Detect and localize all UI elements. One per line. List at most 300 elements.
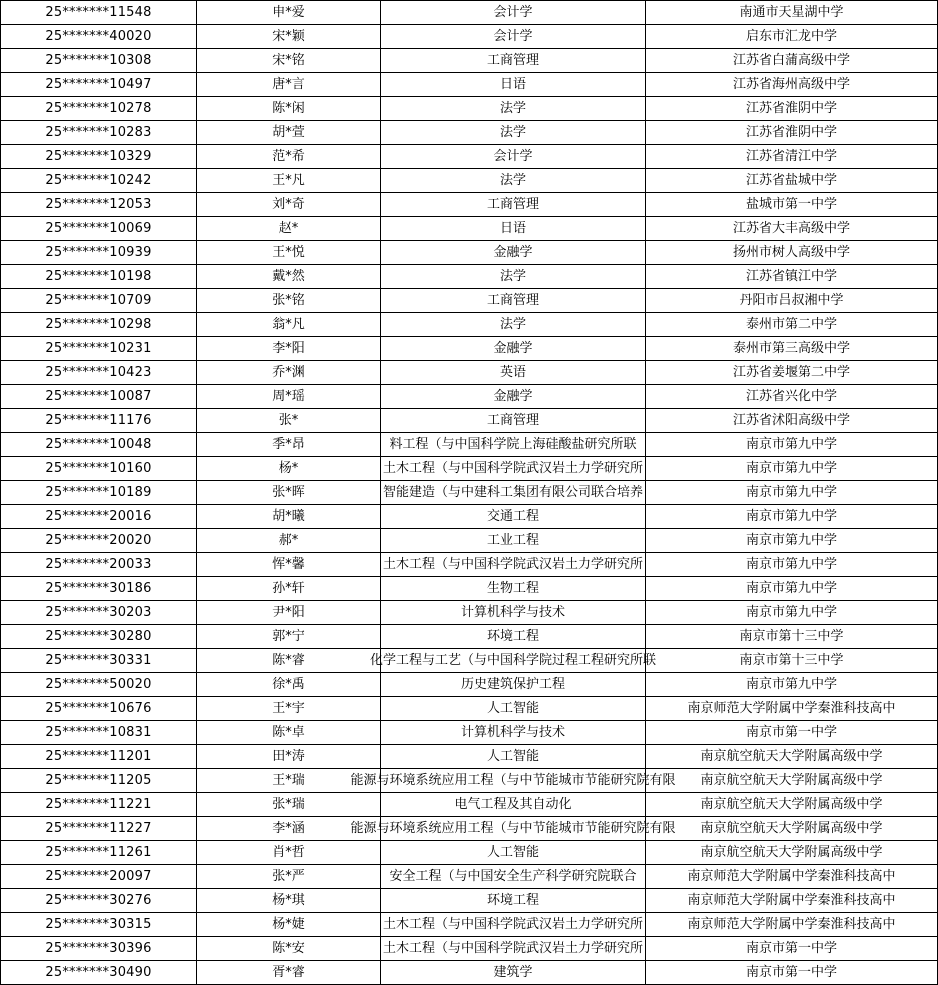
major-cell[interactable]: [381, 481, 646, 505]
major-cell[interactable]: [381, 121, 646, 145]
major-cell[interactable]: [381, 889, 646, 913]
name-text: 胡*萱: [272, 125, 305, 140]
id-cell[interactable]: [1, 865, 197, 889]
id-cell[interactable]: [1, 121, 197, 145]
name-text: 杨*: [278, 461, 299, 476]
name-cell[interactable]: [197, 241, 381, 265]
major-cell[interactable]: [381, 577, 646, 601]
id-cell[interactable]: [1, 889, 197, 913]
id-text: 25*******30396: [45, 941, 152, 956]
id-cell[interactable]: [1, 265, 197, 289]
major-text: 金融学: [493, 389, 533, 404]
school-text: 南京航空航天大学附属高级中学: [700, 749, 883, 764]
table-row: [1, 913, 938, 937]
id-cell[interactable]: [1, 697, 197, 721]
name-text: 孙*轩: [272, 581, 305, 596]
id-text: 25*******10048: [45, 437, 152, 452]
major-text: 金融学: [493, 245, 533, 260]
id-text: 25*******10189: [45, 485, 152, 500]
school-text: 盐城市第一中学: [745, 197, 837, 212]
name-cell[interactable]: [197, 217, 381, 241]
major-text: 能源与环境系统应用工程（与中节能城市节能研究院有限: [350, 773, 676, 788]
name-text: 郝*: [278, 533, 299, 548]
major-cell[interactable]: [381, 601, 646, 625]
id-cell[interactable]: [1, 673, 197, 697]
major-text: 环境工程: [486, 629, 539, 644]
name-cell[interactable]: [197, 721, 381, 745]
id-cell[interactable]: [1, 793, 197, 817]
school-cell[interactable]: [646, 313, 938, 337]
major-text: 英语: [499, 365, 526, 380]
name-cell[interactable]: [197, 169, 381, 193]
school-text: 南通市天星湖中学: [739, 5, 844, 20]
major-cell[interactable]: [381, 145, 646, 169]
major-cell[interactable]: [381, 529, 646, 553]
name-text: 张*: [278, 413, 299, 428]
school-text: 启东市汇龙中学: [745, 29, 837, 44]
name-cell[interactable]: [197, 841, 381, 865]
school-cell[interactable]: [646, 97, 938, 121]
name-cell[interactable]: [197, 289, 381, 313]
name-text: 唐*言: [272, 77, 305, 92]
major-cell[interactable]: [381, 265, 646, 289]
major-cell[interactable]: [381, 25, 646, 49]
school-cell[interactable]: [646, 817, 938, 841]
major-cell[interactable]: [381, 217, 646, 241]
id-cell[interactable]: [1, 481, 197, 505]
id-text: 25*******30276: [45, 893, 152, 908]
school-text: 南京市第一中学: [745, 965, 837, 980]
id-text: 25*******30490: [45, 965, 152, 980]
school-text: 江苏省淮阴中学: [745, 125, 837, 140]
name-cell[interactable]: [197, 529, 381, 553]
name-text: 王*瑞: [272, 773, 305, 788]
school-cell[interactable]: [646, 793, 938, 817]
id-text: 25*******10939: [45, 245, 152, 260]
school-cell[interactable]: [646, 745, 938, 769]
major-cell[interactable]: [381, 865, 646, 889]
school-cell[interactable]: [646, 865, 938, 889]
name-text: 杨*婕: [272, 917, 305, 932]
id-text: 25*******10278: [45, 101, 152, 116]
major-text: 土木工程（与中国科学院武汉岩土力学研究所: [382, 461, 643, 476]
id-text: 25*******10308: [45, 53, 152, 68]
school-cell[interactable]: [646, 217, 938, 241]
school-cell[interactable]: [646, 265, 938, 289]
table-row: [1, 1, 938, 25]
id-cell[interactable]: [1, 1, 197, 25]
school-cell[interactable]: [646, 73, 938, 97]
major-cell[interactable]: [381, 673, 646, 697]
school-cell[interactable]: [646, 145, 938, 169]
table-row: [1, 97, 938, 121]
major-cell[interactable]: [381, 457, 646, 481]
major-text: 会计学: [493, 5, 533, 20]
table-row: [1, 73, 938, 97]
school-cell[interactable]: [646, 577, 938, 601]
table-row: [1, 145, 938, 169]
name-text: 宋*铭: [272, 53, 305, 68]
id-cell[interactable]: [1, 217, 197, 241]
name-cell[interactable]: [197, 121, 381, 145]
major-cell[interactable]: [350, 817, 676, 841]
major-cell[interactable]: [381, 433, 646, 457]
school-cell[interactable]: [646, 289, 938, 313]
name-text: 张*严: [272, 869, 305, 884]
name-cell[interactable]: [197, 313, 381, 337]
school-cell[interactable]: [646, 697, 938, 721]
name-cell[interactable]: [197, 937, 381, 961]
major-text: 工商管理: [486, 53, 539, 68]
id-cell[interactable]: [1, 649, 197, 673]
school-text: 江苏省淮阴中学: [745, 101, 837, 116]
major-text: 智能建造（与中建科工集团有限公司联合培养: [382, 485, 643, 500]
major-text: 工业工程: [486, 533, 539, 548]
major-text: 会计学: [493, 149, 533, 164]
school-cell[interactable]: [646, 721, 938, 745]
id-cell[interactable]: [1, 289, 197, 313]
name-cell[interactable]: [197, 49, 381, 73]
id-cell[interactable]: [1, 505, 197, 529]
name-cell[interactable]: [197, 865, 381, 889]
major-text: 能源与环境系统应用工程（与中节能城市节能研究院有限: [350, 821, 676, 836]
table-row: [1, 481, 938, 505]
school-cell[interactable]: [646, 937, 938, 961]
name-cell[interactable]: [197, 481, 381, 505]
major-text: 交通工程: [486, 509, 539, 524]
name-text: 王*宇: [272, 701, 305, 716]
school-cell[interactable]: [646, 529, 938, 553]
name-cell[interactable]: [197, 433, 381, 457]
major-text: 工商管理: [486, 413, 539, 428]
school-cell[interactable]: [646, 49, 938, 73]
school-text: 扬州市树人高级中学: [732, 245, 850, 260]
major-cell[interactable]: [381, 289, 646, 313]
id-text: 25*******50020: [45, 677, 152, 692]
name-cell[interactable]: [197, 457, 381, 481]
major-cell[interactable]: [381, 505, 646, 529]
school-text: 江苏省海州高级中学: [732, 77, 850, 92]
id-cell[interactable]: [1, 73, 197, 97]
major-text: 金融学: [493, 341, 533, 356]
id-cell[interactable]: [1, 769, 197, 793]
school-text: 江苏省盐城中学: [745, 173, 837, 188]
table-row: [1, 457, 938, 481]
id-cell[interactable]: [1, 97, 197, 121]
school-cell[interactable]: [646, 409, 938, 433]
major-cell[interactable]: [381, 97, 646, 121]
id-cell[interactable]: [1, 49, 197, 73]
id-cell[interactable]: [1, 145, 197, 169]
id-cell[interactable]: [1, 913, 197, 937]
school-cell[interactable]: [646, 361, 938, 385]
table-row: [1, 217, 938, 241]
id-cell[interactable]: [1, 745, 197, 769]
name-cell[interactable]: [197, 625, 381, 649]
id-text: 25*******30331: [45, 653, 152, 668]
name-text: 徐*禹: [272, 677, 305, 692]
id-text: 25*******11227: [45, 821, 152, 836]
name-cell[interactable]: [197, 361, 381, 385]
major-cell[interactable]: [350, 769, 676, 793]
id-cell[interactable]: [1, 841, 197, 865]
table-row: [1, 937, 938, 961]
name-cell[interactable]: [197, 913, 381, 937]
id-text: 25*******20097: [45, 869, 152, 884]
id-cell[interactable]: [1, 721, 197, 745]
table-row: [1, 817, 938, 841]
name-cell[interactable]: [197, 505, 381, 529]
name-cell[interactable]: [197, 145, 381, 169]
table-row: [1, 961, 938, 985]
school-text: 江苏省兴化中学: [745, 389, 837, 404]
table-row: [1, 241, 938, 265]
major-cell[interactable]: [381, 961, 646, 985]
table-row: [1, 265, 938, 289]
name-text: 宋*颖: [272, 29, 305, 44]
name-text: 赵*: [278, 221, 299, 236]
name-cell[interactable]: [197, 745, 381, 769]
major-text: 人工智能: [486, 845, 539, 860]
name-text: 胡*曦: [272, 509, 305, 524]
name-cell[interactable]: [197, 337, 381, 361]
school-cell[interactable]: [646, 1, 938, 25]
major-cell[interactable]: [381, 625, 646, 649]
name-cell[interactable]: [197, 601, 381, 625]
major-cell[interactable]: [381, 169, 646, 193]
table-row: [1, 577, 938, 601]
name-cell[interactable]: [197, 553, 381, 577]
id-cell[interactable]: [1, 385, 197, 409]
table-row: [1, 625, 938, 649]
id-cell[interactable]: [1, 601, 197, 625]
major-cell[interactable]: [381, 841, 646, 865]
major-text: 工商管理: [486, 293, 539, 308]
id-cell[interactable]: [1, 625, 197, 649]
name-cell[interactable]: [197, 25, 381, 49]
school-text: 江苏省大丰高级中学: [732, 221, 850, 236]
name-cell[interactable]: [197, 961, 381, 985]
id-text: 25*******10298: [45, 317, 152, 332]
name-text: 张*晖: [272, 485, 305, 500]
school-text: 南京市第九中学: [745, 581, 837, 596]
name-text: 张*瑞: [272, 797, 305, 812]
id-cell[interactable]: [1, 577, 197, 601]
major-text: 土木工程（与中国科学院武汉岩土力学研究所: [382, 941, 643, 956]
name-text: 陈*卓: [272, 725, 305, 740]
school-cell[interactable]: [646, 961, 938, 985]
table-row: [1, 337, 938, 361]
major-text: 土木工程（与中国科学院武汉岩土力学研究所: [382, 917, 643, 932]
name-cell[interactable]: [197, 673, 381, 697]
major-text: 会计学: [493, 29, 533, 44]
name-text: 尹*阳: [272, 605, 305, 620]
name-text: 王*凡: [272, 173, 305, 188]
id-text: 25*******10069: [45, 221, 152, 236]
school-cell[interactable]: [646, 673, 938, 697]
major-text: 人工智能: [486, 701, 539, 716]
id-text: 25*******11221: [45, 797, 152, 812]
school-text: 南京航空航天大学附属高级中学: [700, 821, 883, 836]
major-text: 化学工程与工艺（与中国科学院过程工程研究所联: [370, 653, 657, 668]
major-text: 人工智能: [486, 749, 539, 764]
name-cell[interactable]: [197, 409, 381, 433]
id-cell[interactable]: [1, 433, 197, 457]
table-row: [1, 313, 938, 337]
school-text: 南京市第十三中学: [739, 629, 844, 644]
id-cell[interactable]: [1, 529, 197, 553]
table-row: [1, 649, 938, 673]
major-text: 电气工程及其自动化: [454, 797, 572, 812]
school-cell[interactable]: [646, 505, 938, 529]
id-cell[interactable]: [1, 937, 197, 961]
major-text: 法学: [499, 101, 526, 116]
id-text: 25*******10231: [45, 341, 152, 356]
major-cell[interactable]: [381, 793, 646, 817]
id-cell[interactable]: [1, 337, 197, 361]
id-cell[interactable]: [1, 193, 197, 217]
school-text: 南京市第九中学: [745, 605, 837, 620]
major-cell[interactable]: [381, 73, 646, 97]
major-cell[interactable]: [381, 553, 646, 577]
major-cell[interactable]: [370, 649, 657, 673]
name-text: 王*悦: [272, 245, 305, 260]
table-row: [1, 289, 938, 313]
id-text: 25*******10497: [45, 77, 152, 92]
id-cell[interactable]: [1, 817, 197, 841]
school-text: 南京市第一中学: [745, 941, 837, 956]
school-cell[interactable]: [646, 169, 938, 193]
id-cell[interactable]: [1, 961, 197, 985]
name-cell[interactable]: [197, 577, 381, 601]
school-text: 南京师范大学附属中学秦淮科技高中: [687, 869, 896, 884]
name-cell[interactable]: [197, 73, 381, 97]
id-cell[interactable]: [1, 169, 197, 193]
school-text: 南京航空航天大学附属高级中学: [700, 797, 883, 812]
major-cell[interactable]: [381, 337, 646, 361]
name-text: 胥*睿: [272, 965, 305, 980]
id-text: 25*******40020: [45, 29, 152, 44]
school-cell[interactable]: [646, 649, 938, 673]
id-cell[interactable]: [1, 409, 197, 433]
major-cell[interactable]: [381, 409, 646, 433]
school-text: 南京市第九中学: [745, 461, 837, 476]
id-text: 25*******20033: [45, 557, 152, 572]
school-cell[interactable]: [646, 625, 938, 649]
school-text: 泰州市第二中学: [745, 317, 837, 332]
name-text: 恽*馨: [272, 557, 305, 572]
school-text: 南京市第九中学: [745, 509, 837, 524]
major-text: 法学: [499, 317, 526, 332]
id-text: 25*******11205: [45, 773, 152, 788]
name-cell[interactable]: [197, 697, 381, 721]
school-cell[interactable]: [646, 769, 938, 793]
school-text: 南京师范大学附属中学秦淮科技高中: [687, 701, 896, 716]
school-cell[interactable]: [646, 337, 938, 361]
name-text: 陈*闲: [272, 101, 305, 116]
name-text: 郭*宁: [272, 629, 305, 644]
name-cell[interactable]: [197, 385, 381, 409]
major-cell[interactable]: [381, 913, 646, 937]
school-cell[interactable]: [646, 385, 938, 409]
id-cell[interactable]: [1, 313, 197, 337]
school-text: 南京航空航天大学附属高级中学: [700, 845, 883, 860]
school-cell[interactable]: [646, 889, 938, 913]
major-cell[interactable]: [381, 193, 646, 217]
id-text: 25*******30315: [45, 917, 152, 932]
school-cell[interactable]: [646, 481, 938, 505]
name-cell[interactable]: [197, 265, 381, 289]
school-text: 南京师范大学附属中学秦淮科技高中: [687, 917, 896, 932]
name-cell[interactable]: [197, 1, 381, 25]
table-row: [1, 793, 938, 817]
name-text: 翁*凡: [272, 317, 305, 332]
table-row: [1, 193, 938, 217]
table-row: [1, 25, 938, 49]
name-cell[interactable]: [197, 193, 381, 217]
major-text: 料工程（与中国科学院上海硅酸盐研究所联: [389, 437, 637, 452]
major-cell[interactable]: [381, 721, 646, 745]
major-cell[interactable]: [381, 937, 646, 961]
id-text: 25*******10423: [45, 365, 152, 380]
id-cell[interactable]: [1, 553, 197, 577]
table-row: [1, 601, 938, 625]
table-row: [1, 385, 938, 409]
school-cell[interactable]: [646, 241, 938, 265]
major-cell[interactable]: [381, 385, 646, 409]
school-cell[interactable]: [646, 457, 938, 481]
school-cell[interactable]: [646, 601, 938, 625]
school-text: 丹阳市吕叔湘中学: [739, 293, 844, 308]
id-cell[interactable]: [1, 25, 197, 49]
major-cell[interactable]: [381, 241, 646, 265]
name-text: 戴*然: [272, 269, 305, 284]
id-cell[interactable]: [1, 457, 197, 481]
major-cell[interactable]: [381, 1, 646, 25]
name-cell[interactable]: [197, 889, 381, 913]
name-text: 李*涵: [272, 821, 305, 836]
school-cell[interactable]: [646, 433, 938, 457]
table-row: [1, 409, 938, 433]
school-text: 南京师范大学附属中学秦淮科技高中: [687, 893, 896, 908]
school-text: 南京市第十三中学: [739, 653, 844, 668]
major-cell[interactable]: [381, 49, 646, 73]
major-cell[interactable]: [381, 745, 646, 769]
school-cell[interactable]: [646, 193, 938, 217]
school-cell[interactable]: [646, 121, 938, 145]
name-text: 田*涛: [272, 749, 305, 764]
name-cell[interactable]: [197, 97, 381, 121]
major-cell[interactable]: [381, 697, 646, 721]
major-cell[interactable]: [381, 361, 646, 385]
major-text: 土木工程（与中国科学院武汉岩土力学研究所: [382, 557, 643, 572]
name-cell[interactable]: [197, 793, 381, 817]
id-cell[interactable]: [1, 241, 197, 265]
major-cell[interactable]: [381, 313, 646, 337]
school-cell[interactable]: [646, 913, 938, 937]
id-cell[interactable]: [1, 361, 197, 385]
school-cell[interactable]: [646, 841, 938, 865]
school-text: 南京市第九中学: [745, 557, 837, 572]
name-text: 乔*渊: [272, 365, 305, 380]
major-text: 日语: [499, 77, 526, 92]
school-cell[interactable]: [646, 553, 938, 577]
id-text: 25*******10283: [45, 125, 152, 140]
table-row: [1, 361, 938, 385]
name-cell[interactable]: [197, 649, 381, 673]
school-cell[interactable]: [646, 25, 938, 49]
table-row: [1, 505, 938, 529]
